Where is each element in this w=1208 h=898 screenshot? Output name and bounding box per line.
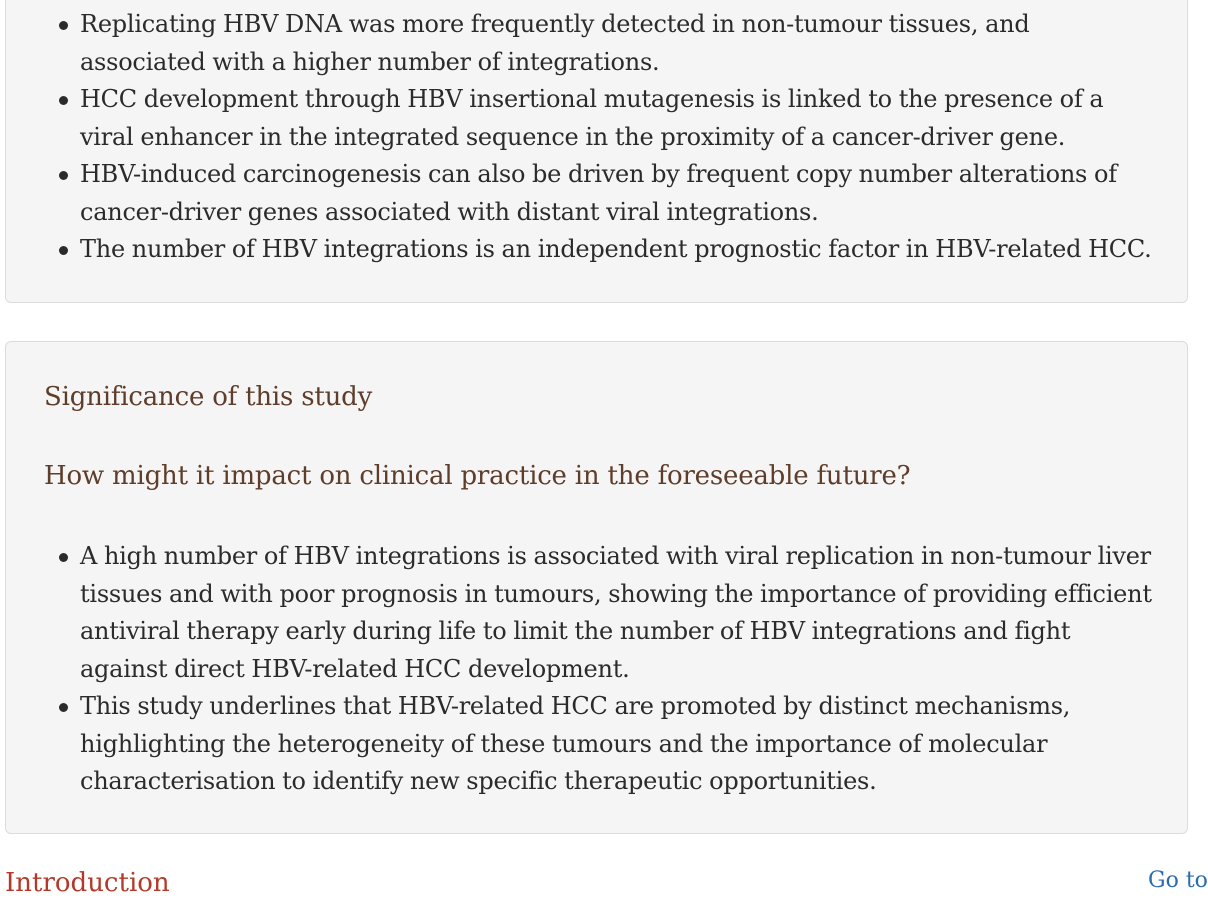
introduction-heading: Introduction [5, 868, 170, 898]
list-item [6, 81, 1156, 156]
key-findings-list [6, 6, 1156, 269]
list-item [6, 156, 1156, 231]
list-item-text: HBV-induced carcinogenesis can also be driven by frequent copy number alterations of cancer-driver genes associated with distant viral integrations. [80, 160, 1117, 226]
significance-title: Significance of this study [44, 382, 373, 412]
bullet-dot [59, 703, 68, 712]
list-item-text: HCC development through HBV insertional mutagenesis is linked to the presence of a viral enhancer in the integrated sequence in the proximity of a cancer-driver gene. [80, 85, 1104, 151]
clinical-impact-list [6, 538, 1156, 801]
key-findings-box [5, 0, 1188, 303]
list-item-text: The number of HBV integrations is an independent prognostic factor in HBV-related HCC. [80, 235, 1152, 263]
list-item-text: A high number of HBV integrations is associated with viral replication in non-tumour liver tissues and with poor prognosis in tumours, showing the importance of providing efficient antiviral therapy early during life to limit the number of HBV integrations and fight against direct HBV-related HCC development. [80, 542, 1152, 683]
bullet-dot [59, 246, 68, 255]
bullet-dot [59, 96, 68, 105]
list-item-text: Replicating HBV DNA was more frequently detected in non-tumour tissues, and associated with a higher number of integrations. [80, 10, 1030, 76]
bullet-dot [59, 21, 68, 30]
bullet-dot [59, 553, 68, 562]
go-to-link[interactable]: Go to [1148, 868, 1208, 893]
list-item [6, 6, 1156, 81]
list-item [6, 538, 1156, 688]
list-item [6, 231, 1156, 269]
clinical-impact-question: How might it impact on clinical practice in the foreseeable future? [44, 461, 911, 491]
list-item-text: This study underlines that HBV-related HCC are promoted by distinct mechanisms, highlighting the heterogeneity of these tumours and the importance of molecular characterisation to identify new specific therapeutic opportunities. [80, 692, 1071, 795]
significance-box [5, 341, 1188, 834]
list-item [6, 688, 1156, 801]
bullet-dot [59, 171, 68, 180]
